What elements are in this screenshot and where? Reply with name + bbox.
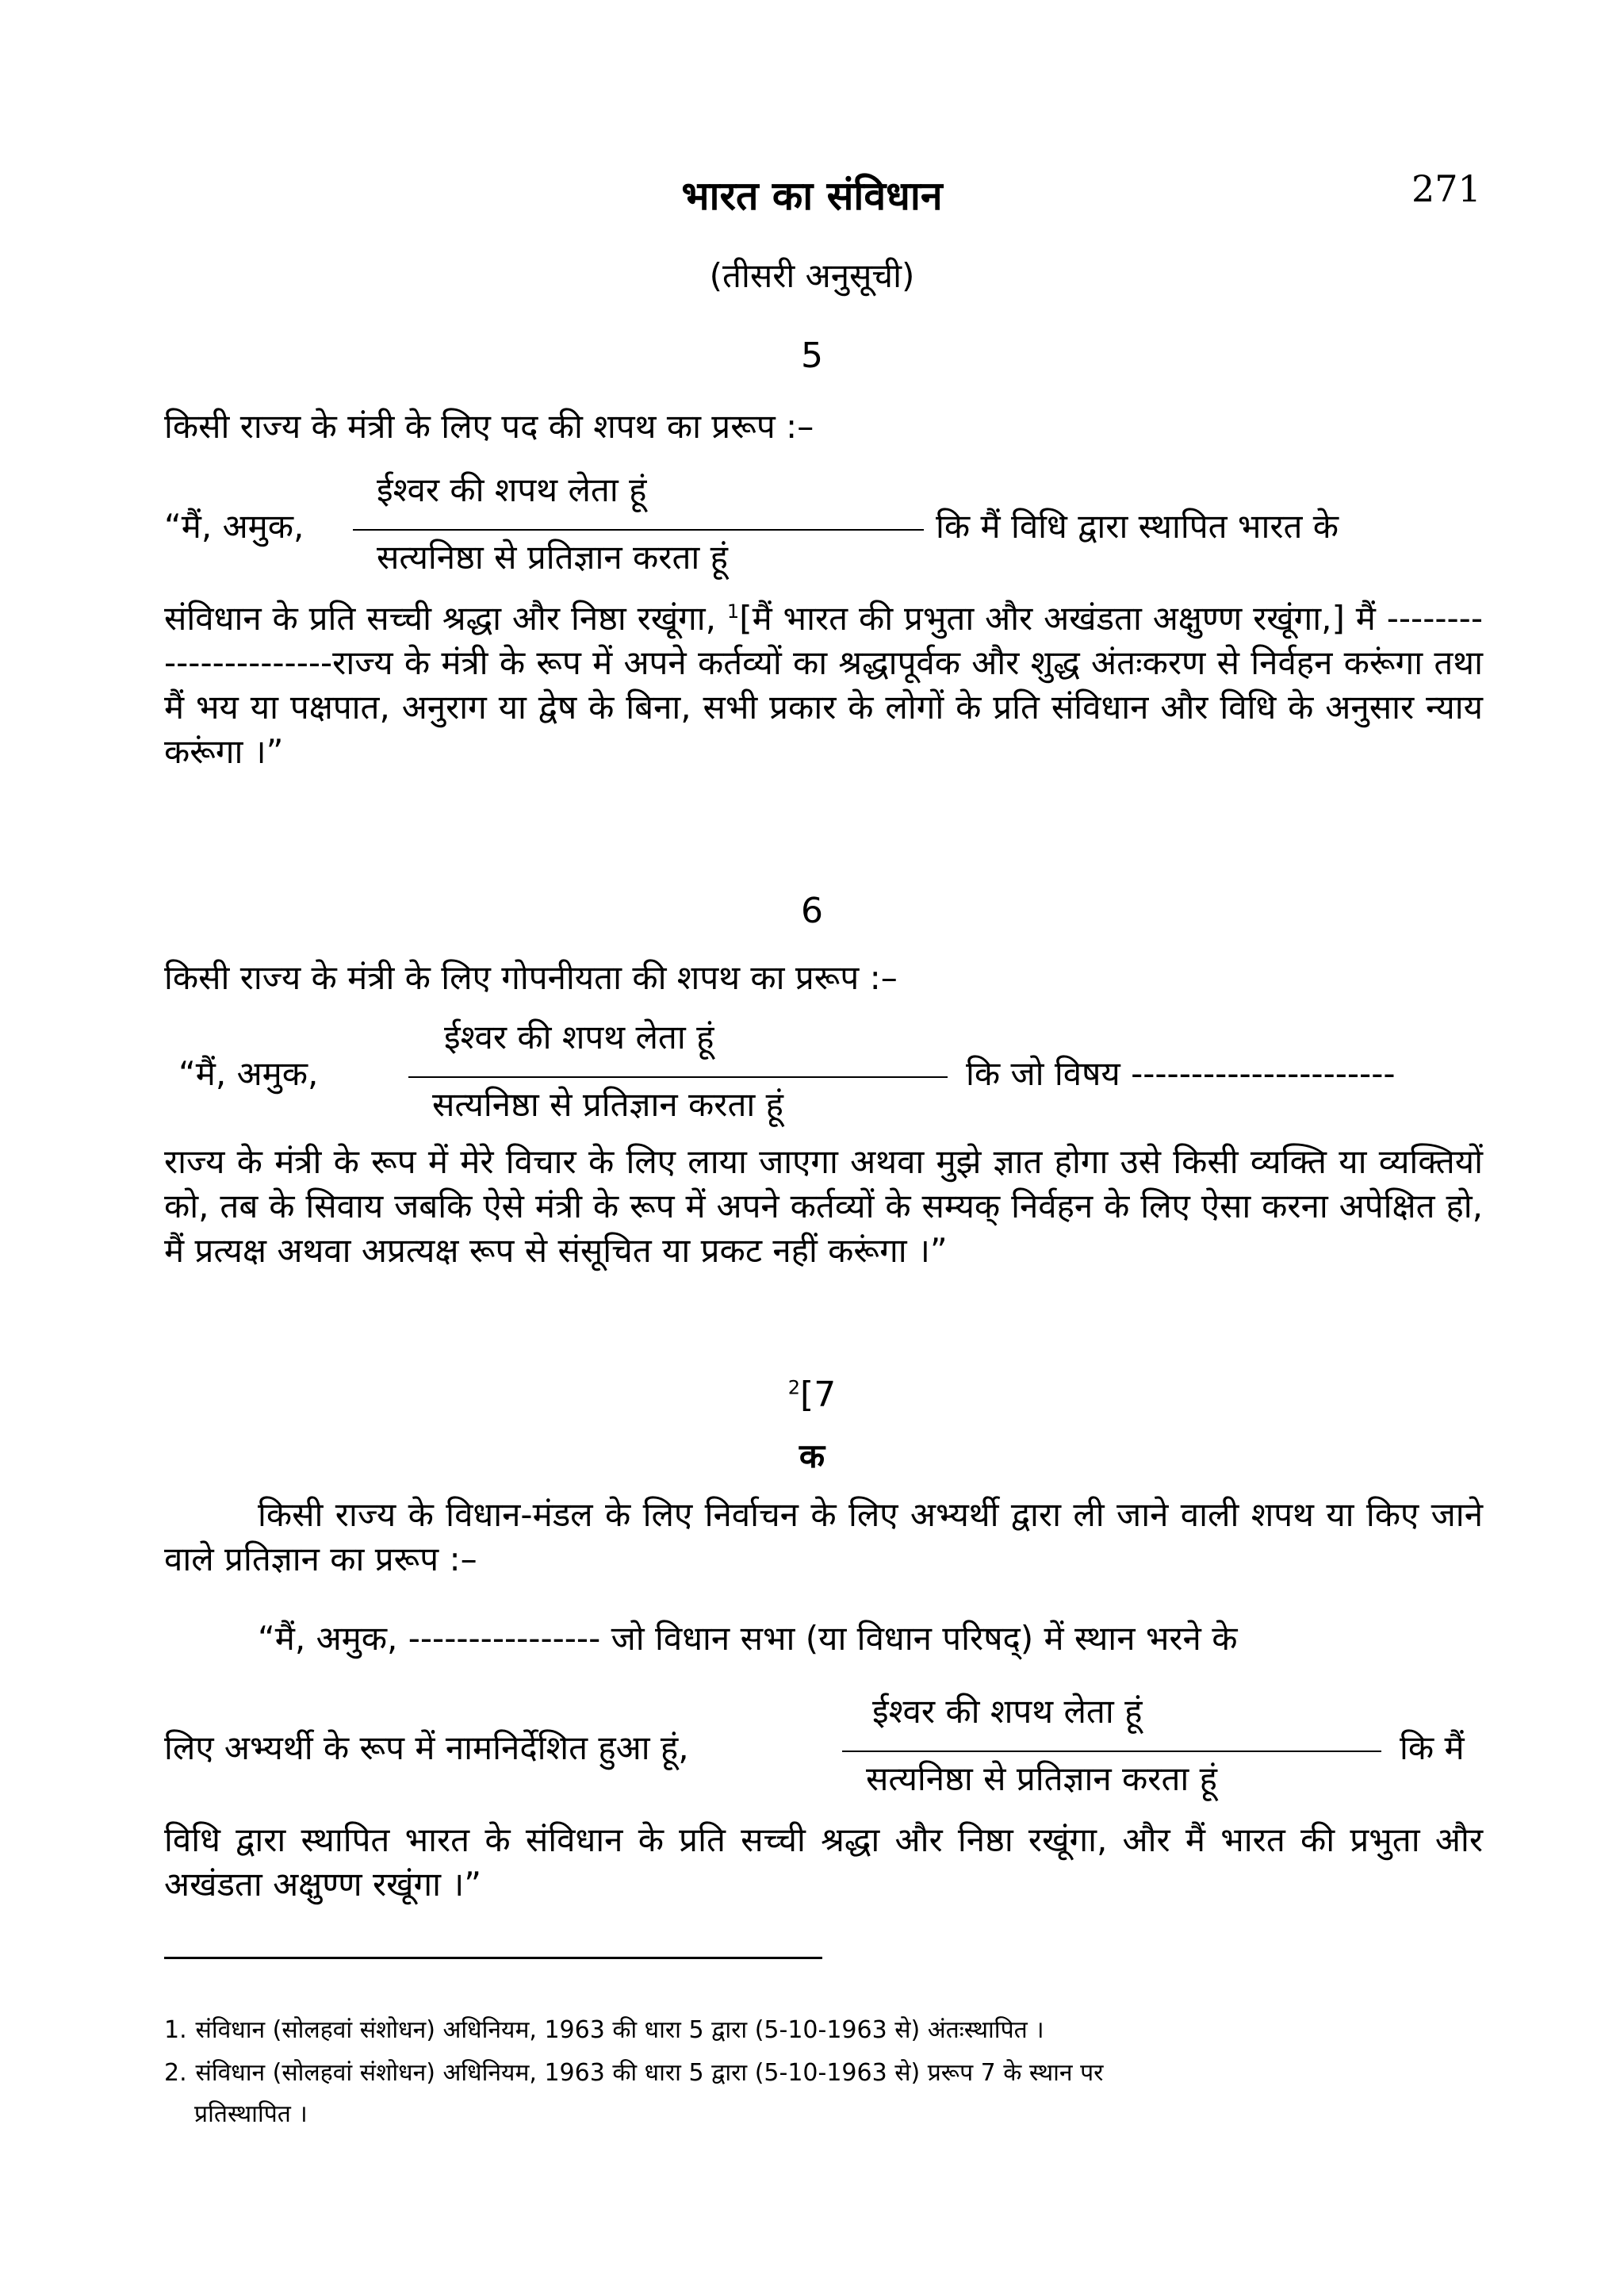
section-5-oath-suffix: कि मैं विधि द्वारा स्थापित भारत के xyxy=(936,507,1339,546)
section-5-fraction-top: ईश्वर की शपथ लेता हूं xyxy=(377,470,647,509)
section-6-fraction-top: ईश्वर की शपथ लेता हूं xyxy=(444,1018,714,1056)
section-5-body xyxy=(164,596,1483,774)
section-6-oath-prefix: “मैं, अमुक, xyxy=(178,1054,319,1093)
section-6-number: 6 xyxy=(801,891,823,931)
footnote-ref-1[interactable]: 1 xyxy=(726,600,740,623)
footnote-2-marker: 2. xyxy=(164,2059,187,2087)
section-7-body: विधि द्वारा स्थापित भारत के संविधान के प्रति सच्ची श्रद्धा और निष्ठा रखूंगा, और मैं भारत की प्रभुता और अखंडता अक्षुण्ण रखूंगा ।” xyxy=(164,1820,1483,1904)
footnote-divider xyxy=(164,1957,822,1959)
section-5-fraction-bottom: सत्यनिष्ठा से प्रतिज्ञान करता हूं xyxy=(377,538,728,577)
section-5-body-part1: संविधान के प्रति सच्ची श्रद्धा और निष्ठा रखूंगा, xyxy=(164,599,727,638)
section-7-sub-heading: क xyxy=(799,1436,825,1475)
section-6-fraction-line xyxy=(408,1076,948,1078)
section-5-heading: किसी राज्य के मंत्री के लिए पद की शपथ का प्ररूप :– xyxy=(164,407,814,446)
section-7-fraction-top: ईश्वर की शपथ लेता हूं xyxy=(872,1692,1143,1731)
footnote-ref-2[interactable]: 2 xyxy=(787,1376,801,1399)
section-7-heading: किसी राज्य के विधान-मंडल के लिए निर्वाचन के लिए अभ्यर्थी द्वारा ली जाने वाली शपथ या किए जाने वाले प्रतिज्ञान का प्ररूप :– xyxy=(164,1495,1483,1578)
footnote-2-continuation: प्रतिस्थापित । xyxy=(194,2100,308,2128)
section-5-fraction-line xyxy=(353,529,924,531)
section-5-number: 5 xyxy=(801,336,823,376)
section-6-fraction-bottom: सत्यनिष्ठा से प्रतिज्ञान करता हूं xyxy=(432,1085,783,1124)
section-7-fraction-bottom: सत्यनिष्ठा से प्रतिज्ञान करता हूं xyxy=(866,1759,1217,1798)
section-6-body: राज्य के मंत्री के रूप में मेरे विचार के लिए लाया जाएगा अथवा मुझे ज्ञात होगा उसे किसी व्यक्ति या व्यक्तियों को, तब के सिवाय जबकि ऐसे मंत्री के रूप में अपने कर्तव्यों के सम्यक् निर्वहन के लिए ऐसा करना अपेक्षित हो, मैं प्रत्यक्ष अथवा अप्रत्यक्ष रूप से संसूचित या प्रकट नहीं करूंगा ।” xyxy=(164,1142,1483,1270)
page-title: भारत का संविधान xyxy=(681,173,943,219)
section-7-fraction-line xyxy=(842,1751,1381,1752)
schedule-subtitle: (तीसरी अनुसूची) xyxy=(709,256,915,295)
section-6-oath-suffix: कि जो विषय ---------------------- xyxy=(966,1054,1396,1093)
footnote-2 xyxy=(164,2054,1483,2092)
footnote-2-text: संविधान (सोलहवां संशोधन) अधिनियम, 1963 की धारा 5 द्वारा (5-10-1963 से) प्ररूप 7 के स्थान पर xyxy=(195,2059,1104,2087)
section-5-oath-prefix: “मैं, अमुक, xyxy=(164,507,304,546)
section-7-oath-prefix: लिए अभ्यर्थी के रूप में नामनिर्देशित हुआ हूं, xyxy=(164,1728,689,1767)
section-5-body-part2: [मैं भारत की प्रभुता और अखंडता अक्षुण्ण रखूंगा,] मैं ----------------------राज्य के मंत्री के रूप में अपने कर्तव्यों का श्रद्धापूर्वक और शुद्ध अंतःकरण से निर्वहन करूंगा तथा मैं भय या पक्षपात, अनुराग या द्वेष के बिना, सभी प्रकार के लोगों के प्रति संविधान और विधि के अनुसार न्याय करूंगा ।” xyxy=(164,599,1483,771)
section-7-oath-suffix: कि मैं xyxy=(1400,1728,1465,1767)
section-6-heading: किसी राज्य के मंत्री के लिए गोपनीयता की शपथ का प्ररूप :– xyxy=(164,958,898,997)
footnote-1 xyxy=(164,2011,1483,2050)
section-7-number: $^2$[7 xyxy=(787,1375,837,1415)
section-7-oath-line1: “मैं, अमुक, ---------------- जो विधान सभा (या विधान परिषद्) में स्थान भरने के xyxy=(258,1619,1238,1658)
page-number: 271 xyxy=(1411,167,1481,210)
footnote-1-marker: 1. xyxy=(164,2016,187,2044)
footnote-1-text: संविधान (सोलहवां संशोधन) अधिनियम, 1963 की धारा 5 द्वारा (5-10-1963 से) अंतःस्थापित । xyxy=(195,2016,1044,2044)
